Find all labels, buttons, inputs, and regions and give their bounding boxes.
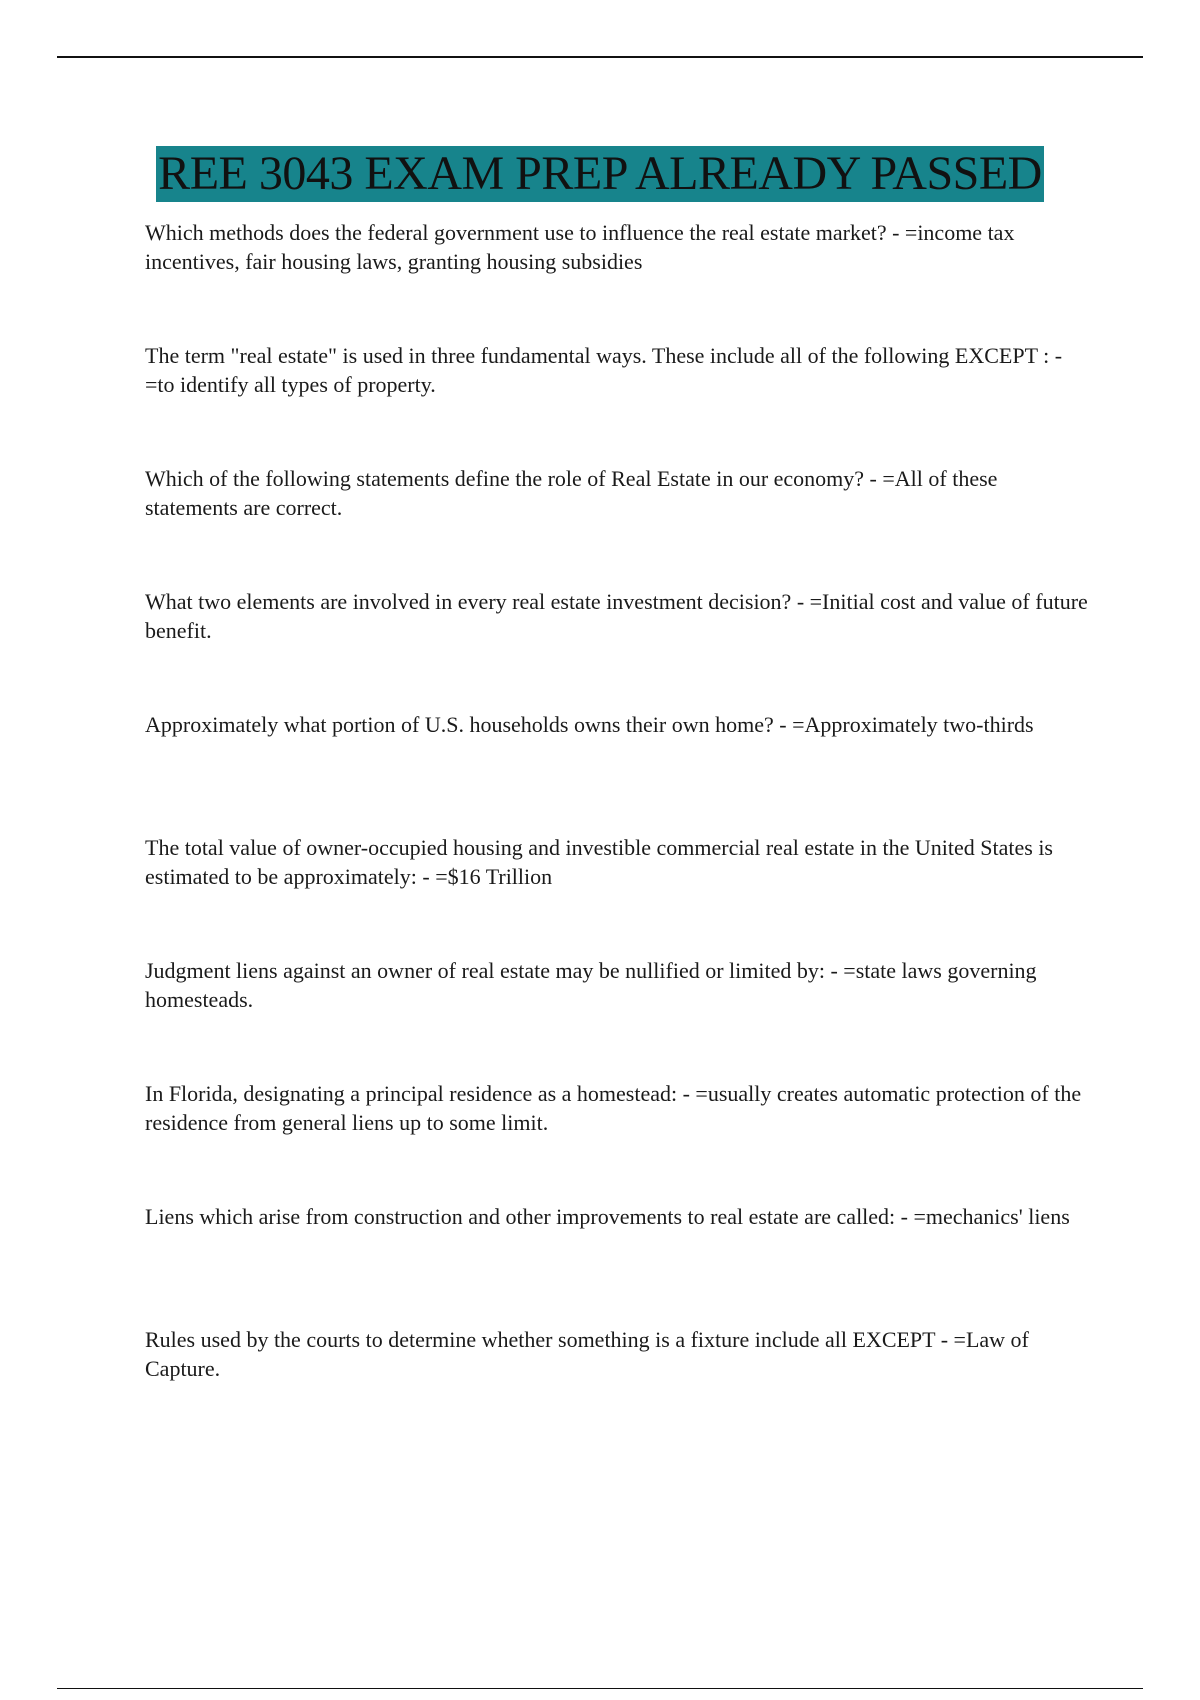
qa-item: Which methods does the federal government use to influence the real estate market? - =income tax incentives, fair housing laws, granting housing subsidies (145, 220, 1015, 274)
qa-item: Liens which arise from construction and other improvements to real estate are called: - =mechanics' liens (145, 1204, 1070, 1229)
qa-item: Approximately what portion of U.S. households owns their own home? - =Approximately two-thirds (145, 712, 1034, 737)
qa-item: What two elements are involved in every real estate investment decision? - =Initial cost and value of future benefit. (145, 589, 1088, 643)
qa-item: Rules used by the courts to determine whether something is a fixture include all EXCEPT - =Law of Capture. (145, 1327, 1029, 1381)
qa-item: In Florida, designating a principal residence as a homestead: - =usually creates automatic protection of the residence from general liens up to some limit. (145, 1081, 1082, 1135)
qa-item: Judgment liens against an owner of real estate may be nullified or limited by: - =state laws governing homesteads. (145, 958, 1037, 1012)
qa-item: Which of the following statements define the role of Real Estate in our economy? - =All of these statements are correct. (145, 466, 998, 520)
title-container (0, 146, 1200, 202)
header-rule (57, 56, 1143, 58)
document-title: REE 3043 EXAM PREP ALREADY PASSED (158, 147, 1042, 200)
footer-rule (57, 1688, 1143, 1689)
qa-item: The term "real estate" is used in three fundamental ways. These include all of the following EXCEPT : - =to identify all types of property. (145, 343, 1063, 397)
qa-item: The total value of owner-occupied housing and investible commercial real estate in the United States is estimated to be approximately: - =$16 Trillion (145, 835, 1053, 889)
question-answer-list (145, 218, 1090, 1448)
